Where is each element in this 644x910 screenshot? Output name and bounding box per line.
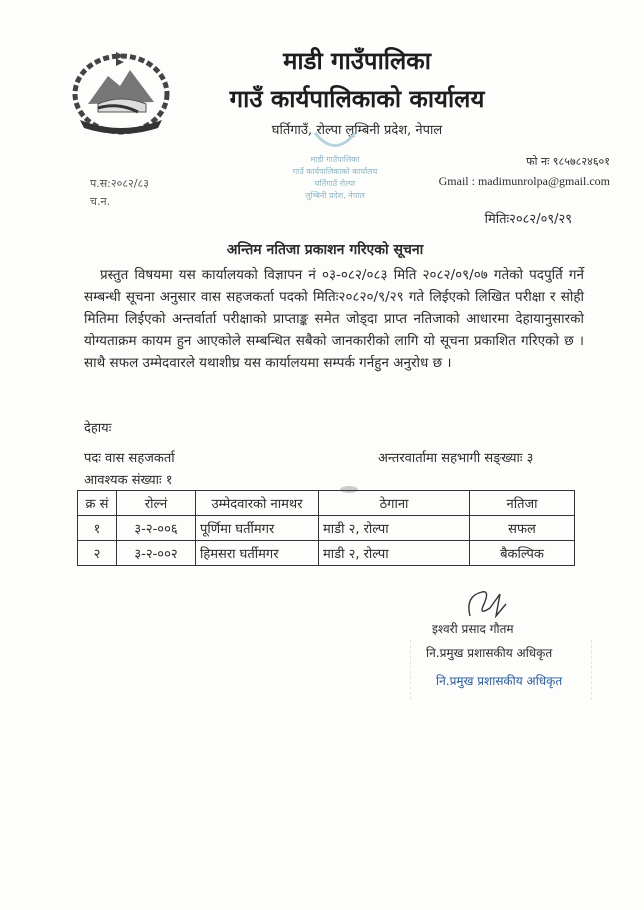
notice-title: अन्तिम नतिजा प्रकाशन गरिएको सूचना [226, 242, 424, 258]
signer-name: इश्वरी प्रसाद गौतम [432, 622, 514, 636]
cell-address: माडी २, रोल्पा [319, 516, 470, 541]
cell-name: हिमसरा घर्तीमगर [196, 541, 319, 566]
cell-roll: ३-२-००६ [117, 516, 196, 541]
reference-number: प.स:२०८२/८३ [90, 177, 149, 190]
table-row [78, 541, 575, 566]
dehay-label: देहायः [84, 421, 112, 436]
email-address: Gmail : madimunrolpa@gmail.com [438, 174, 610, 188]
stamp-line: लुम्बिनी प्रदेश, नेपाल [305, 191, 365, 200]
cell-roll: ३-२-००२ [117, 541, 196, 566]
letter-date: मितिः२०८२/०९/२९ [484, 212, 572, 227]
cell-result: बैकल्पिक [470, 541, 575, 566]
dispatch-number: च.न. [90, 195, 111, 208]
table-header-row [78, 491, 575, 516]
office-address: घर्तिगाउँ, रोल्पा लुम्बिनी प्रदेश, नेपाल [271, 123, 443, 138]
header-name: उम्मेदवारको नामथर [196, 491, 319, 516]
header-result: नतिजा [470, 491, 575, 516]
stamp-line: गाउँ कार्यपालिकाको कार्यालय [292, 167, 378, 176]
designation-stamp: नि.प्रमुख प्रशासकीय अधिकृत [436, 674, 563, 688]
stamp-line: घर्तिगाउँ रोल्पा [314, 179, 356, 188]
cell-name: पूर्णिमा घर्तीमगर [196, 516, 319, 541]
post-label: पदः वास सहजकर्ता [84, 451, 175, 466]
signer-title: नि.प्रमुख प्रशासकीय अधिकृत [426, 646, 553, 660]
table-row [78, 516, 575, 541]
result-table [77, 490, 575, 566]
notice-body [84, 264, 584, 374]
cell-serial: २ [78, 541, 117, 566]
cell-result: सफल [470, 516, 575, 541]
required-count: आवश्यक संख्याः १ [84, 473, 173, 488]
office-stamp [280, 128, 390, 213]
org-name: माडी गाउँपालिका [283, 47, 431, 75]
notice-body-text: प्रस्तुत विषयमा यस कार्यालयको विज्ञापन नं ०३-०८२/०८३ मिति २०८२/०९/०७ गतेको पदपुर्ति गर्ने सम्बन्धी सूचना अनुसार वास सहजकर्ता पदको मितिः२०८२०/९/२९ गते लिईएको लिखित परीक्षा र सोही मितिमा लिईएको अन्तर्वार्ता परीक्षाको प्राप्ताङ्क समेत जोड्दा प्राप्त नतिजाको आधारमा देहायानुसारको योग्यताक्रम कायम हुन आएकोले सम्बन्धित सबैको जानकारीको लागि यो सूचना प्रकाशित गरिएको छ । साथै सफल उम्मेदवारले यथाशीघ्र यस कार्यालयमा सम्पर्क गर्नहुन अनुरोध छ । [84, 267, 584, 371]
stamp-line: माडी गाउँपालिका [310, 155, 360, 164]
header-roll: रोल्नं [117, 491, 196, 516]
office-name: गाउँ कार्यपालिकाको कार्यालय [229, 85, 485, 113]
cell-serial: १ [78, 516, 117, 541]
phone-number: फो नः ९८५७८२४६०१ [526, 155, 610, 168]
participants-count: अन्तरवार्तामा सहभागी सङ्ख्याः ३ [378, 451, 534, 466]
header-serial: क्र सं [78, 491, 117, 516]
header-address: ठेगाना [319, 491, 470, 516]
cell-address: माडी २, रोल्पा [319, 541, 470, 566]
